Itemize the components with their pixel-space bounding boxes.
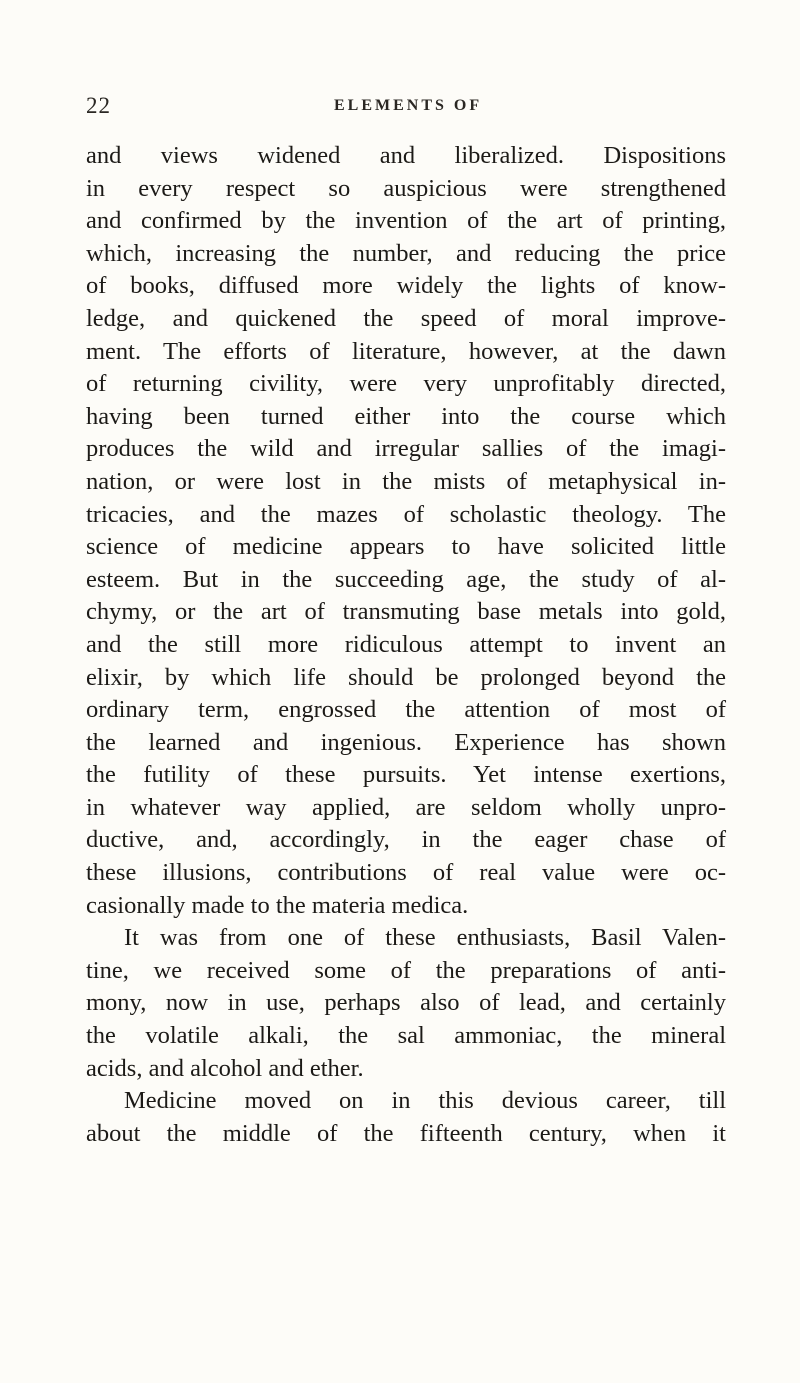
text-line: of books, diffused more widely the lights of know- [86,272,726,300]
text-line: elixir, by which life should be prolonged beyond the [86,663,726,691]
text-line: ductive, and, accordingly, in the eager chase of [86,826,726,854]
text-line: and views widened and liberalized. Dispositions [86,142,726,169]
text-line: acids, and alcohol and ether. [86,1054,364,1082]
text-line: Medicine moved on in this devious career, till [124,1087,726,1115]
text-line: esteem. But in the succeeding age, the study of al- [86,565,726,593]
text-line: in every respect so auspicious were strengthened [86,174,726,202]
text-line: ordinary term, engrossed the attention of most of [86,696,726,724]
text-line: the futility of these pursuits. Yet intense exertions, [86,761,726,789]
text-line: nation, or were lost in the mists of metaphysical in- [86,467,726,495]
text-line: these illusions, contributions of real value were oc- [86,859,726,887]
running-title: ELEMENTS OF [334,97,483,114]
page-number: 22 [86,93,111,118]
text-line: ledge, and quickened the speed of moral improve- [86,304,726,332]
text-line: and the still more ridiculous attempt to invent an [86,630,726,658]
text-line: ment. The efforts of literature, however, at the dawn [86,337,726,365]
text-line: chymy, or the art of transmuting base metals into gold, [86,598,726,626]
text-line: the learned and ingenious. Experience has shown [86,728,726,756]
text-line: having been turned either into the course which [86,402,726,430]
text-line: casionally made to the materia medica. [86,891,469,919]
text-line: It was from one of these enthusiasts, Basil Valen- [124,924,726,952]
text-line: tine, we received some of the preparations of anti- [86,956,726,984]
body-text [86,140,726,1150]
text-line: the volatile alkali, the sal ammoniac, the mineral [86,1022,726,1050]
running-head [86,93,726,123]
text-line: and confirmed by the invention of the art of printing, [86,207,726,235]
text-line: of returning civility, were very unprofitably directed, [86,370,726,398]
text-line: in whatever way applied, are seldom wholly unpro- [86,793,726,821]
text-line: science of medicine appears to have solicited little [86,533,726,561]
text-line: about the middle of the fifteenth century, when it [86,1119,726,1147]
text-line: mony, now in use, perhaps also of lead, and certainly [86,989,726,1017]
text-line: produces the wild and irregular sallies of the imagi- [86,435,726,463]
text-line: which, increasing the number, and reducing the price [86,239,726,267]
text-line: tricacies, and the mazes of scholastic theology. The [86,500,726,528]
